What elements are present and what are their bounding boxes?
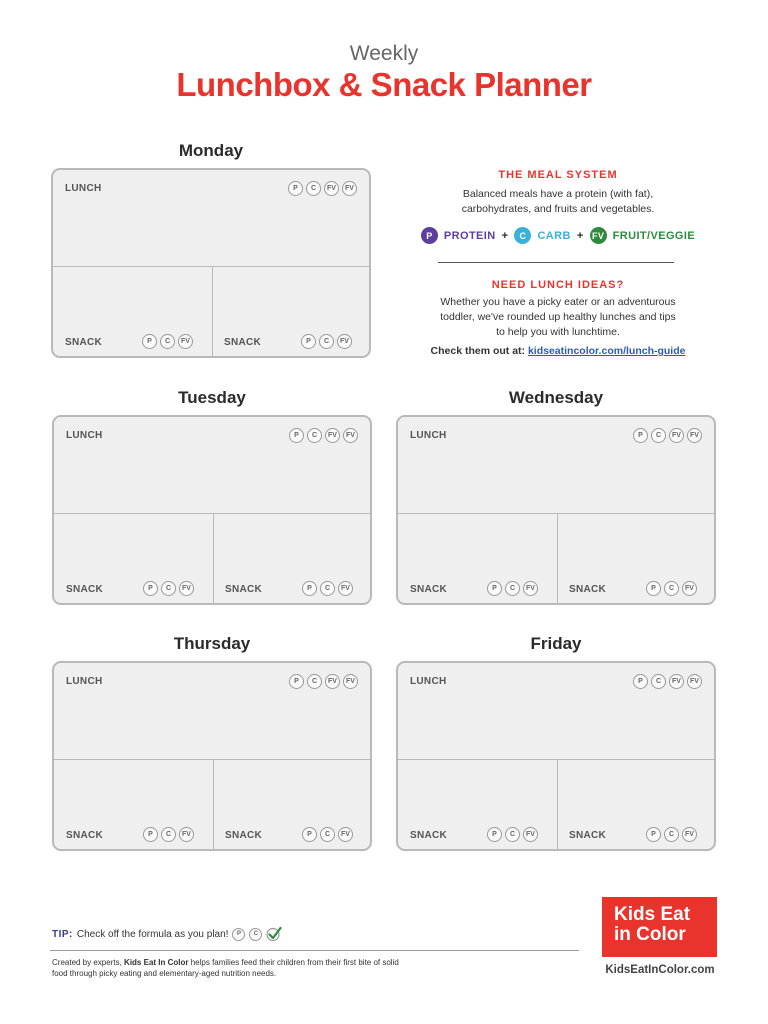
fv-label: FRUIT/VEGGIE — [612, 229, 696, 242]
day-title-wednesday: Wednesday — [508, 388, 604, 407]
lunch-label: LUNCH — [410, 676, 447, 687]
protein-circle-icon[interactable]: P — [143, 827, 158, 842]
carb-dot-icon: C — [514, 227, 531, 244]
snack-formula — [302, 581, 353, 596]
snack-formula — [646, 827, 697, 842]
fv-circle-icon[interactable]: FV — [338, 581, 353, 596]
logo-line-1: Kids Eat — [614, 904, 691, 925]
fv-circle-icon[interactable]: FV — [324, 181, 339, 196]
lunch-label: LUNCH — [410, 430, 447, 441]
lunch-formula — [289, 428, 358, 443]
divider — [213, 513, 214, 603]
fv-circle-icon[interactable]: FV — [682, 827, 697, 842]
checkmark-icon — [266, 926, 282, 942]
day-card-wednesday — [396, 415, 716, 605]
fv-circle-icon[interactable]: FV — [325, 428, 340, 443]
fv-circle-icon[interactable]: FV — [179, 581, 194, 596]
lunch-formula — [633, 674, 702, 689]
carb-circle-icon[interactable]: C — [505, 581, 520, 596]
footer-pre: Created by experts, — [52, 958, 125, 967]
snack-formula — [142, 334, 193, 349]
meal-system-heading: THE MEAL SYSTEM — [498, 169, 618, 181]
protein-circle-icon[interactable]: P — [143, 581, 158, 596]
cta-prefix: Check them out at: — [430, 345, 526, 357]
snack-label: SNACK — [225, 584, 263, 595]
snack-label: SNACK — [569, 584, 607, 595]
lunch-ideas-heading: NEED LUNCH IDEAS? — [491, 279, 625, 291]
fv-circle-icon[interactable]: FV — [178, 334, 193, 349]
protein-circle-icon[interactable]: P — [646, 581, 661, 596]
carb-circle-icon[interactable]: C — [307, 674, 322, 689]
day-title-thursday: Thursday — [173, 634, 251, 653]
day-title-friday: Friday — [530, 634, 582, 653]
protein-circle-icon[interactable]: P — [633, 428, 648, 443]
day-title-monday: Monday — [178, 141, 244, 160]
protein-circle-icon[interactable]: P — [142, 334, 157, 349]
fv-circle-icon[interactable]: FV — [342, 181, 357, 196]
divider — [212, 266, 213, 356]
fv-circle-icon[interactable]: FV — [523, 827, 538, 842]
carb-circle-icon: C — [249, 928, 262, 941]
lunch-label: LUNCH — [66, 676, 103, 687]
carb-circle-icon[interactable]: C — [161, 827, 176, 842]
carb-circle-icon[interactable]: C — [664, 581, 679, 596]
day-card-monday — [51, 168, 371, 358]
protein-circle-icon[interactable]: P — [302, 581, 317, 596]
plus-sign: + — [576, 229, 584, 242]
brand-logo — [602, 897, 717, 957]
divider — [213, 759, 214, 849]
lunch-formula — [633, 428, 702, 443]
divider — [557, 759, 558, 849]
snack-label: SNACK — [224, 337, 262, 348]
day-card-thursday — [52, 661, 372, 851]
divider — [557, 513, 558, 603]
snack-formula — [487, 581, 538, 596]
lunch-ideas-text: Whether you have a picky eater or an adventurous toddler, we've rounded up healthy lunches and tips to help you with lunchtime. — [440, 296, 676, 338]
fv-circle-icon[interactable]: FV — [337, 334, 352, 349]
tip-text: Check off the formula as you plan! — [76, 928, 229, 940]
carb-circle-icon[interactable]: C — [651, 428, 666, 443]
lunch-label: LUNCH — [65, 183, 102, 194]
footer-post: helps families feed their children from their first bite of solid food through picky eating and elementary-aged nutrition needs. — [52, 958, 399, 978]
fv-circle-icon[interactable]: FV — [669, 674, 684, 689]
snack-label: SNACK — [569, 830, 607, 841]
carb-circle-icon[interactable]: C — [651, 674, 666, 689]
protein-circle-icon[interactable]: P — [288, 181, 303, 196]
carb-circle-icon[interactable]: C — [505, 827, 520, 842]
protein-circle-icon: P — [232, 928, 245, 941]
snack-formula — [487, 827, 538, 842]
snack-label: SNACK — [410, 584, 448, 595]
logo-line-2: in Color — [614, 924, 686, 945]
snack-label: SNACK — [65, 337, 103, 348]
snack-label: SNACK — [410, 830, 448, 841]
lunch-guide-link[interactable]: kidseatincolor.com/lunch-guide — [527, 345, 686, 357]
fv-circle-icon[interactable]: FV — [343, 428, 358, 443]
snack-formula — [301, 334, 352, 349]
page-title: Lunchbox & Snack Planner — [176, 66, 592, 103]
snack-formula — [302, 827, 353, 842]
plus-sign: + — [501, 229, 509, 242]
carb-circle-icon[interactable]: C — [320, 581, 335, 596]
fv-dot-icon: FV — [590, 227, 607, 244]
fv-circle-icon[interactable]: FV — [687, 428, 702, 443]
fv-circle-icon[interactable]: FV — [669, 428, 684, 443]
protein-circle-icon[interactable]: P — [487, 827, 502, 842]
protein-label: PROTEIN — [443, 229, 496, 242]
protein-circle-icon[interactable]: P — [487, 581, 502, 596]
fv-circle-icon[interactable]: FV — [682, 581, 697, 596]
footer-divider — [50, 950, 579, 951]
footer-brand: Kids Eat In Color — [124, 958, 189, 967]
lunch-label: LUNCH — [66, 430, 103, 441]
carb-label: CARB — [537, 229, 571, 242]
day-card-tuesday — [52, 415, 372, 605]
carb-circle-icon[interactable]: C — [307, 428, 322, 443]
day-title-tuesday: Tuesday — [178, 388, 246, 407]
snack-label: SNACK — [225, 830, 263, 841]
snack-formula — [646, 581, 697, 596]
protein-circle-icon[interactable]: P — [633, 674, 648, 689]
fv-circle-icon[interactable]: FV — [338, 827, 353, 842]
fv-circle-icon[interactable]: FV — [343, 674, 358, 689]
carb-circle-icon[interactable]: C — [319, 334, 334, 349]
carb-circle-icon[interactable]: C — [664, 827, 679, 842]
footer-text — [52, 957, 412, 979]
snack-label: SNACK — [66, 584, 104, 595]
carb-circle-icon[interactable]: C — [160, 334, 175, 349]
protein-circle-icon[interactable]: P — [289, 428, 304, 443]
lunch-formula — [289, 674, 358, 689]
snack-label: SNACK — [66, 830, 104, 841]
carb-circle-icon[interactable]: C — [306, 181, 321, 196]
tip-line — [52, 926, 282, 942]
fv-circle-icon[interactable]: FV — [325, 674, 340, 689]
info-divider — [438, 262, 674, 263]
carb-circle-icon[interactable]: C — [161, 581, 176, 596]
carb-circle-icon[interactable]: C — [320, 827, 335, 842]
lunch-ideas-cta — [398, 344, 718, 359]
fv-circle-icon[interactable]: FV — [523, 581, 538, 596]
snack-formula — [143, 827, 194, 842]
snack-formula — [143, 581, 194, 596]
protein-circle-icon[interactable]: P — [301, 334, 316, 349]
protein-circle-icon[interactable]: P — [289, 674, 304, 689]
meal-system-legend — [398, 227, 718, 244]
day-card-friday — [396, 661, 716, 851]
page-subtitle: Weekly — [349, 42, 419, 65]
fv-circle-icon[interactable]: FV — [179, 827, 194, 842]
protein-dot-icon: P — [421, 227, 438, 244]
fv-circle-icon[interactable]: FV — [687, 674, 702, 689]
lunch-formula — [288, 181, 357, 196]
protein-circle-icon[interactable]: P — [646, 827, 661, 842]
protein-circle-icon[interactable]: P — [302, 827, 317, 842]
site-url[interactable]: KidsEatInColor.com — [605, 964, 715, 976]
meal-system-text: Balanced meals have a protein (with fat), carbohydrates, and fruits and vegetables. — [461, 188, 655, 215]
tip-label: TIP: — [52, 928, 73, 940]
